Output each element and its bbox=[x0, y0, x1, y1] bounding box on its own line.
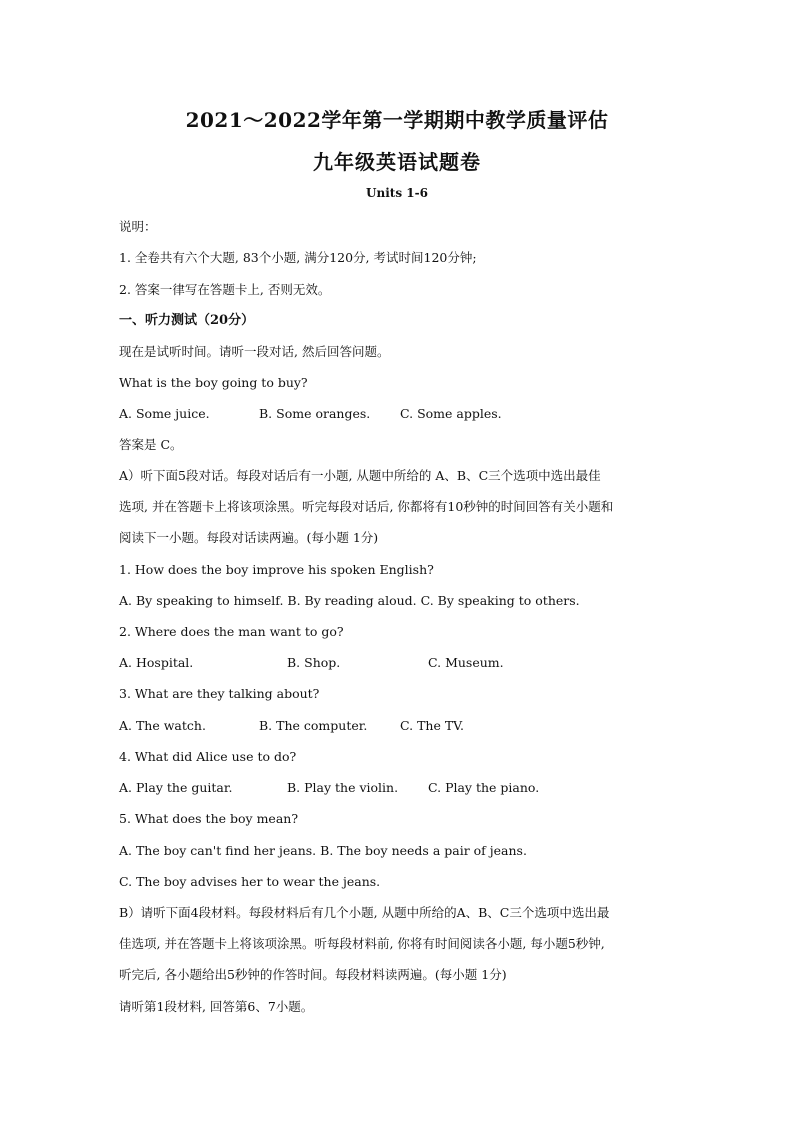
notes-item-2: 2. 答案一律写在答题卡上, 否则无效。 bbox=[119, 282, 331, 297]
question-2-option-b: B. Shop. bbox=[287, 655, 341, 670]
question-2-option-c: C. Museum. bbox=[428, 655, 504, 670]
question-1: 1. How does the boy improve his spoken English? bbox=[119, 562, 434, 577]
question-1-options: A. By speaking to himself. B. By reading aloud. C. By speaking to others. bbox=[119, 593, 580, 608]
trial-option-c: C. Some apples. bbox=[400, 406, 502, 421]
trial-question: What is the boy going to buy? bbox=[119, 375, 308, 390]
question-3-option-b: B. The computer. bbox=[259, 718, 368, 733]
question-3-option-a: A. The watch. bbox=[119, 718, 206, 733]
question-4-option-c: C. Play the piano. bbox=[428, 780, 540, 795]
trial-option-a: A. Some juice. bbox=[119, 406, 210, 421]
question-5-options-1: A. The boy can't find her jeans. B. The boy needs a pair of jeans. bbox=[119, 843, 527, 858]
partB-instructions-3: 听完后, 各小题给出5秒钟的作答时间。每段材料读两遍。(每小题 1分) bbox=[119, 967, 507, 982]
question-4-option-a: A. Play the guitar. bbox=[119, 780, 233, 795]
exam-units: Units 1-6 bbox=[366, 186, 428, 200]
trial-intro: 现在是试听时间。请听一段对话, 然后回答问题。 bbox=[119, 344, 390, 359]
question-3: 3. What are they talking about? bbox=[119, 686, 320, 701]
partB-instructions-1: B）请听下面4段材料。每段材料后有几个小题, 从题中所给的A、B、C三个选项中选出最 bbox=[119, 905, 610, 920]
question-4: 4. What did Alice use to do? bbox=[119, 749, 297, 764]
question-5: 5. What does the boy mean? bbox=[119, 811, 299, 826]
notes-item-1: 1. 全卷共有六个大题, 83个小题, 满分120分, 考试时间120分钟; bbox=[119, 250, 477, 265]
partB-instructions-4: 请听第1段材料, 回答第6、7小题。 bbox=[119, 999, 314, 1014]
question-2: 2. Where does the man want to go? bbox=[119, 624, 344, 639]
partA-instructions-1: A）听下面5段对话。每段对话后有一小题, 从题中所给的 A、B、C三个选项中选出最佳 bbox=[119, 468, 601, 483]
notes-heading: 说明： bbox=[119, 219, 157, 234]
partA-instructions-3: 阅读下一小题。每段对话读两遍。(每小题 1分) bbox=[119, 530, 379, 545]
trial-option-b: B. Some oranges. bbox=[259, 406, 371, 421]
question-3-option-c: C. The TV. bbox=[400, 718, 464, 733]
exam-subtitle: 九年级英语试题卷 bbox=[313, 150, 481, 174]
trial-answer: 答案是 C。 bbox=[119, 437, 183, 452]
question-2-option-a: A. Hospital. bbox=[119, 655, 194, 670]
partB-instructions-2: 佳选项, 并在答题卡上将该项涂黑。听每段材料前, 你将有时间阅读各小题, 每小题5秒钟, bbox=[119, 936, 605, 951]
exam-title: 2021～2022学年第一学期期中教学质量评估 bbox=[185, 108, 609, 132]
partA-instructions-2: 选项, 并在答题卡上将该项涂黑。听完每段对话后, 你都将有10秒钟的时间回答有关小题和 bbox=[119, 499, 614, 514]
section1-heading: 一、听力测试（20分） bbox=[119, 313, 255, 328]
question-4-option-b: B. Play the violin. bbox=[287, 780, 399, 795]
question-5-options-2: C. The boy advises her to wear the jeans. bbox=[119, 874, 381, 889]
